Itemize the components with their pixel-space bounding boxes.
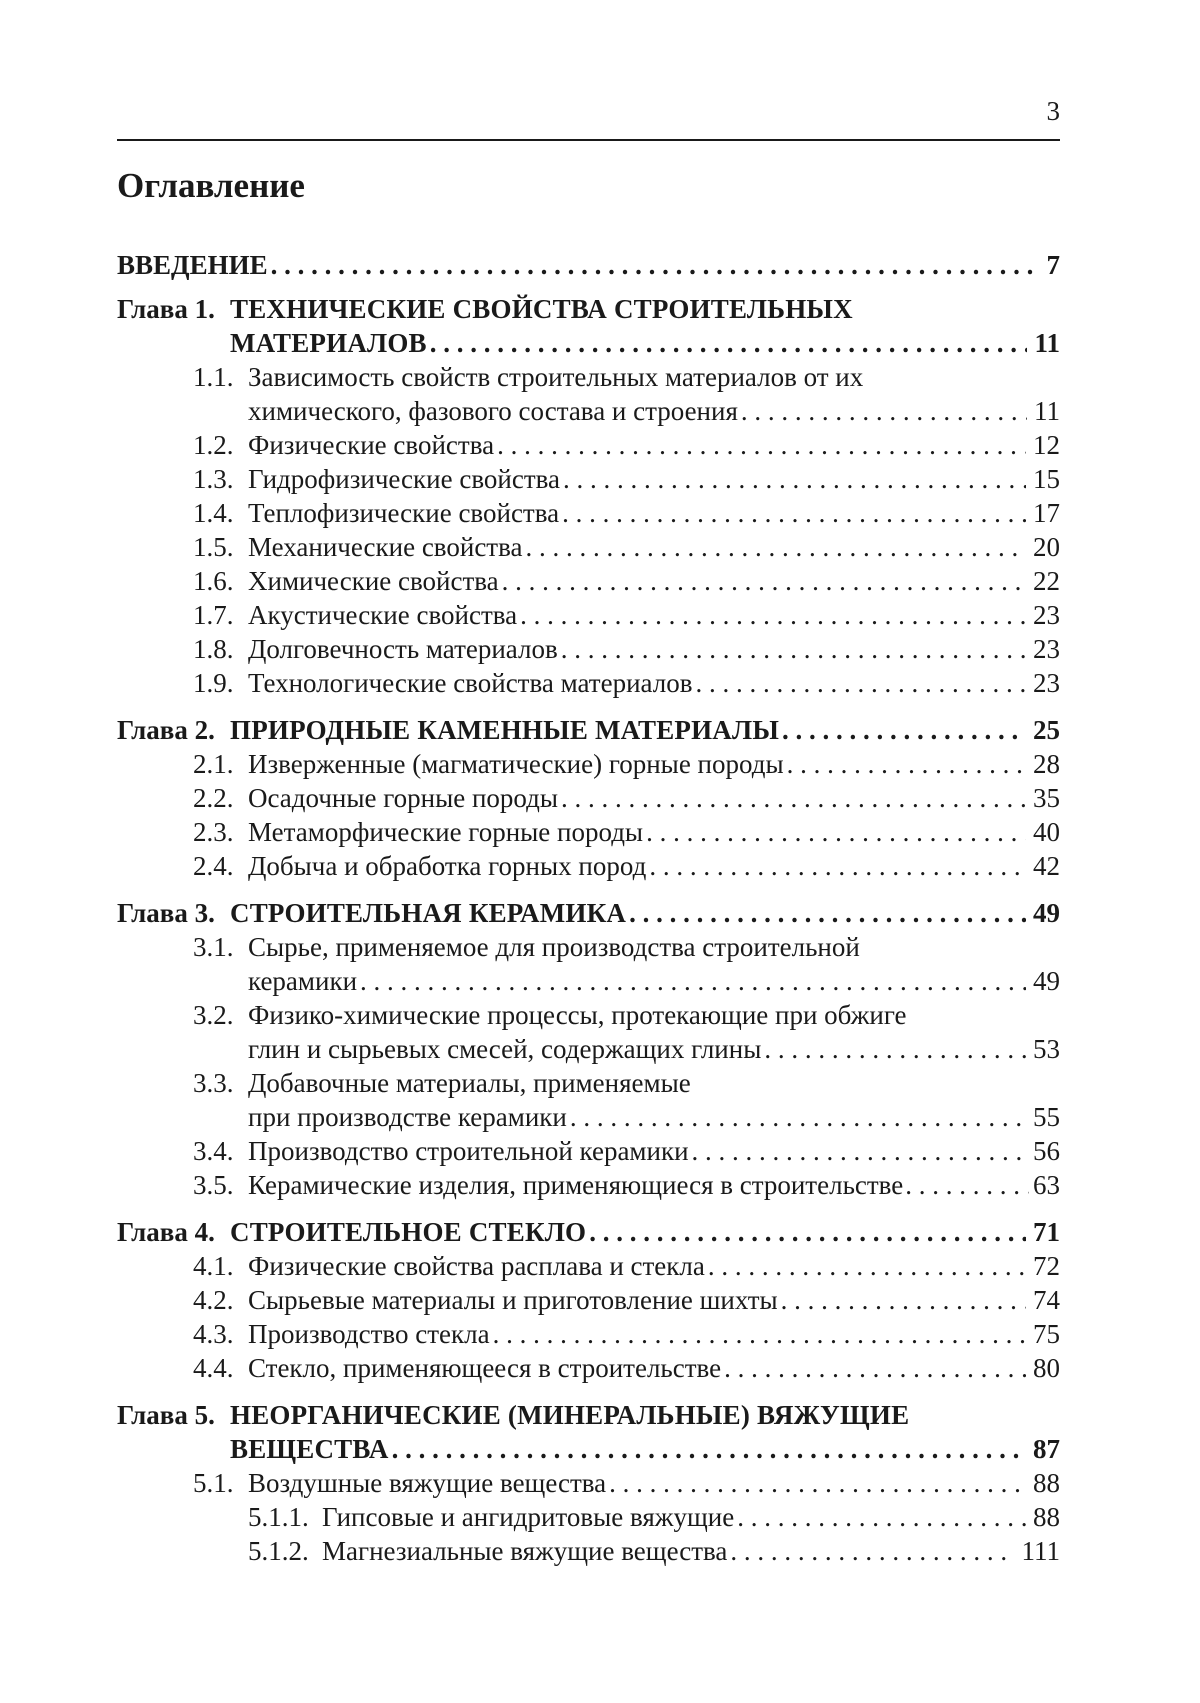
section-number: 2.1. (193, 749, 234, 779)
dot-leader (764, 1034, 1026, 1065)
section-number: 3.2. (193, 1000, 234, 1030)
toc-chapter-1-cont[interactable] (117, 328, 1060, 362)
entry-page: 11 (1034, 328, 1060, 358)
toc-section-3-3[interactable] (117, 1068, 1060, 1102)
dot-leader (589, 1217, 1026, 1248)
dot-leader (561, 783, 1026, 814)
entry-title: ВВЕДЕНИЕ (117, 250, 268, 280)
chapter-label: Глава 2. (117, 715, 215, 745)
toc-section-2-1[interactable] (117, 749, 1060, 783)
entry-page: 53 (1033, 1034, 1060, 1064)
section-number: 4.2. (193, 1285, 234, 1315)
entry-page: 111 (1021, 1536, 1060, 1566)
subsection-title: Магнезиальные вяжущие вещества (322, 1536, 728, 1566)
dot-leader (649, 851, 1026, 882)
toc-section-1-3[interactable] (117, 464, 1060, 498)
toc-section-3-2-cont[interactable] (117, 1034, 1060, 1068)
entry-page: 23 (1033, 634, 1060, 664)
dot-leader (646, 817, 1026, 848)
entry-page: 40 (1033, 817, 1060, 847)
section-title: Воздушные вяжущие вещества (248, 1468, 607, 1498)
dot-leader (570, 1102, 1026, 1133)
dot-leader (502, 566, 1026, 597)
entry-page: 74 (1033, 1285, 1060, 1315)
entry-page: 42 (1033, 851, 1060, 881)
section-number: 1.3. (193, 464, 234, 494)
toc-section-3-4[interactable] (117, 1136, 1060, 1170)
dot-leader (695, 668, 1026, 699)
chapter-title: СТРОИТЕЛЬНАЯ КЕРАМИКА (230, 898, 627, 928)
dot-leader (562, 498, 1026, 529)
toc-section-1-1[interactable] (117, 362, 1060, 396)
section-number: 2.4. (193, 851, 234, 881)
section-title: Осадочные горные породы (248, 783, 559, 813)
section-title: при производстве керамики (248, 1102, 567, 1132)
toc-section-2-2[interactable] (117, 783, 1060, 817)
toc-chapter-5[interactable] (117, 1400, 1060, 1434)
entry-page: 23 (1033, 600, 1060, 630)
section-number: 4.4. (193, 1353, 234, 1383)
section-number: 3.1. (193, 932, 234, 962)
entry-page: 22 (1033, 566, 1060, 596)
toc-subsection-5-1-1[interactable] (117, 1502, 1060, 1536)
toc-section-1-2[interactable] (117, 430, 1060, 464)
toc-section-2-4[interactable] (117, 851, 1060, 885)
toc-chapter-3[interactable] (117, 898, 1060, 932)
entry-page: 28 (1033, 749, 1060, 779)
subsection-number: 5.1.1. (248, 1502, 309, 1532)
toc-section-4-4[interactable] (117, 1353, 1060, 1387)
toc-section-3-1-cont[interactable] (117, 966, 1060, 1000)
section-title: Физические свойства расплава и стекла (248, 1251, 705, 1281)
section-title: Сырье, применяемое для производства строительной (248, 932, 860, 962)
section-title: Добавочные материалы, применяемые (248, 1068, 691, 1098)
section-title: глин и сырьевых смесей, содержащих глины (248, 1034, 762, 1064)
page-number: 3 (1046, 96, 1060, 126)
toc-section-3-1[interactable] (117, 932, 1060, 966)
entry-page: 11 (1034, 396, 1060, 426)
section-number: 5.1. (193, 1468, 234, 1498)
section-title: Изверженные (магматические) горные породы (248, 749, 784, 779)
chapter-title: МАТЕРИАЛОВ (230, 328, 427, 358)
entry-page: 88 (1033, 1468, 1060, 1498)
entry-page: 49 (1033, 966, 1060, 996)
section-title: Физико-химические процессы, протекающие при обжиге (248, 1000, 907, 1030)
toc-section-3-2[interactable] (117, 1000, 1060, 1034)
section-title: Физические свойства (248, 430, 495, 460)
entry-page: 63 (1033, 1170, 1060, 1200)
dot-leader (360, 966, 1026, 997)
chapter-title: ТЕХНИЧЕСКИЕ СВОЙСТВА СТРОИТЕЛЬНЫХ (230, 294, 853, 324)
section-title: Сырьевые материалы и приготовление шихты (248, 1285, 778, 1315)
section-title: Долговечность материалов (248, 634, 558, 664)
toc-heading: Оглавление (117, 166, 305, 205)
dot-leader (520, 600, 1026, 631)
section-number: 1.8. (193, 634, 234, 664)
section-title: Гидрофизические свойства (248, 464, 561, 494)
toc-chapter-5-cont[interactable] (117, 1434, 1060, 1468)
section-title: Химические свойства (248, 566, 499, 596)
dot-leader (271, 250, 1040, 281)
section-title: Зависимость свойств строительных материалов от их (248, 362, 864, 392)
entry-page: 71 (1033, 1217, 1060, 1247)
entry-page: 87 (1033, 1434, 1060, 1464)
section-title: Теплофизические свойства (248, 498, 560, 528)
dot-leader (787, 749, 1026, 780)
toc-chapter-4[interactable] (117, 1217, 1060, 1251)
entry-page: 49 (1033, 898, 1060, 928)
dot-leader (493, 1319, 1026, 1350)
dot-leader (781, 1285, 1026, 1316)
entry-page: 7 (1046, 250, 1060, 280)
section-number: 3.5. (193, 1170, 234, 1200)
section-title: Стекло, применяющееся в строительстве (248, 1353, 722, 1383)
section-number: 4.1. (193, 1251, 234, 1281)
section-number: 1.9. (193, 668, 234, 698)
toc-subsection-5-1-2[interactable] (117, 1536, 1060, 1570)
entry-page: 75 (1033, 1319, 1060, 1349)
section-number: 1.7. (193, 600, 234, 630)
chapter-title: НЕОРГАНИЧЕСКИЕ (МИНЕРАЛЬНЫЕ) ВЯЖУЩИЕ (230, 1400, 910, 1430)
toc-section-4-1[interactable] (117, 1251, 1060, 1285)
dot-leader (563, 464, 1026, 495)
section-title: Акустические свойства (248, 600, 518, 630)
toc-section-1-7[interactable] (117, 600, 1060, 634)
section-number: 2.3. (193, 817, 234, 847)
toc-section-5-1[interactable] (117, 1468, 1060, 1502)
toc-section-1-9[interactable] (117, 668, 1060, 702)
section-title: химического, фазового состава и строения (248, 396, 738, 426)
section-number: 1.1. (193, 362, 234, 392)
toc-chapter-2[interactable] (117, 715, 1060, 749)
entry-page: 88 (1033, 1502, 1060, 1532)
section-title: Технологические свойства материалов (248, 668, 693, 698)
dot-leader (741, 396, 1027, 427)
toc-entry-introduction[interactable] (117, 250, 1060, 294)
dot-leader (497, 430, 1026, 461)
entry-page: 55 (1033, 1102, 1060, 1132)
entry-page: 20 (1033, 532, 1060, 562)
chapter-label: Глава 5. (117, 1400, 215, 1430)
toc-section-1-8[interactable] (117, 634, 1060, 668)
section-title: Производство стекла (248, 1319, 490, 1349)
toc-section-1-5[interactable] (117, 532, 1060, 566)
entry-page: 35 (1033, 783, 1060, 813)
section-title: Производство строительной керамики (248, 1136, 689, 1166)
dot-leader (737, 1502, 1026, 1533)
entry-page: 17 (1033, 498, 1060, 528)
toc-section-3-5[interactable] (117, 1170, 1060, 1204)
dot-leader (561, 634, 1026, 665)
dot-leader (609, 1468, 1026, 1499)
dot-leader (730, 1536, 1014, 1567)
dot-leader (905, 1170, 1029, 1201)
toc-section-4-3[interactable] (117, 1319, 1060, 1353)
section-number: 3.3. (193, 1068, 234, 1098)
chapter-title: СТРОИТЕЛЬНОЕ СТЕКЛО (230, 1217, 587, 1247)
section-number: 2.2. (193, 783, 234, 813)
dot-leader (724, 1353, 1026, 1384)
section-title: Керамические изделия, применяющиеся в строительстве (248, 1170, 904, 1200)
toc-section-1-6[interactable] (117, 566, 1060, 600)
dot-leader (782, 715, 1026, 746)
chapter-label: Глава 4. (117, 1217, 215, 1247)
section-number: 4.3. (193, 1319, 234, 1349)
dot-leader (430, 328, 1028, 359)
section-number: 1.4. (193, 498, 234, 528)
chapter-title: ВЕЩЕСТВА (230, 1434, 389, 1464)
entry-page: 25 (1033, 715, 1060, 745)
toc-section-4-2[interactable] (117, 1285, 1060, 1319)
dot-leader (692, 1136, 1026, 1167)
section-number: 1.2. (193, 430, 234, 460)
section-title: Механические свойства (248, 532, 523, 562)
chapter-label: Глава 1. (117, 294, 215, 324)
dot-leader (629, 898, 1026, 929)
section-title: Добыча и обработка горных пород (248, 851, 647, 881)
section-number: 1.5. (193, 532, 234, 562)
entry-page: 12 (1033, 430, 1060, 460)
header-rule (117, 139, 1060, 141)
toc-section-3-3-cont[interactable] (117, 1102, 1060, 1136)
section-title: керамики (248, 966, 358, 996)
section-number: 1.6. (193, 566, 234, 596)
dot-leader (708, 1251, 1026, 1282)
entry-page: 80 (1033, 1353, 1060, 1383)
entry-page: 56 (1033, 1136, 1060, 1166)
entry-page: 72 (1033, 1251, 1060, 1281)
toc-section-1-1-cont[interactable] (117, 396, 1060, 430)
entry-page: 23 (1033, 668, 1060, 698)
section-number: 3.4. (193, 1136, 234, 1166)
toc-section-2-3[interactable] (117, 817, 1060, 851)
table-of-contents (117, 250, 1060, 1570)
dot-leader (525, 532, 1026, 563)
toc-chapter-1[interactable] (117, 294, 1060, 328)
chapter-label: Глава 3. (117, 898, 215, 928)
subsection-title: Гипсовые и ангидритовые вяжущие (322, 1502, 735, 1532)
subsection-number: 5.1.2. (248, 1536, 309, 1566)
dot-leader (392, 1434, 1026, 1465)
section-title: Метаморфические горные породы (248, 817, 644, 847)
entry-page: 15 (1033, 464, 1060, 494)
toc-section-1-4[interactable] (117, 498, 1060, 532)
chapter-title: ПРИРОДНЫЕ КАМЕННЫЕ МАТЕРИАЛЫ (230, 715, 780, 745)
